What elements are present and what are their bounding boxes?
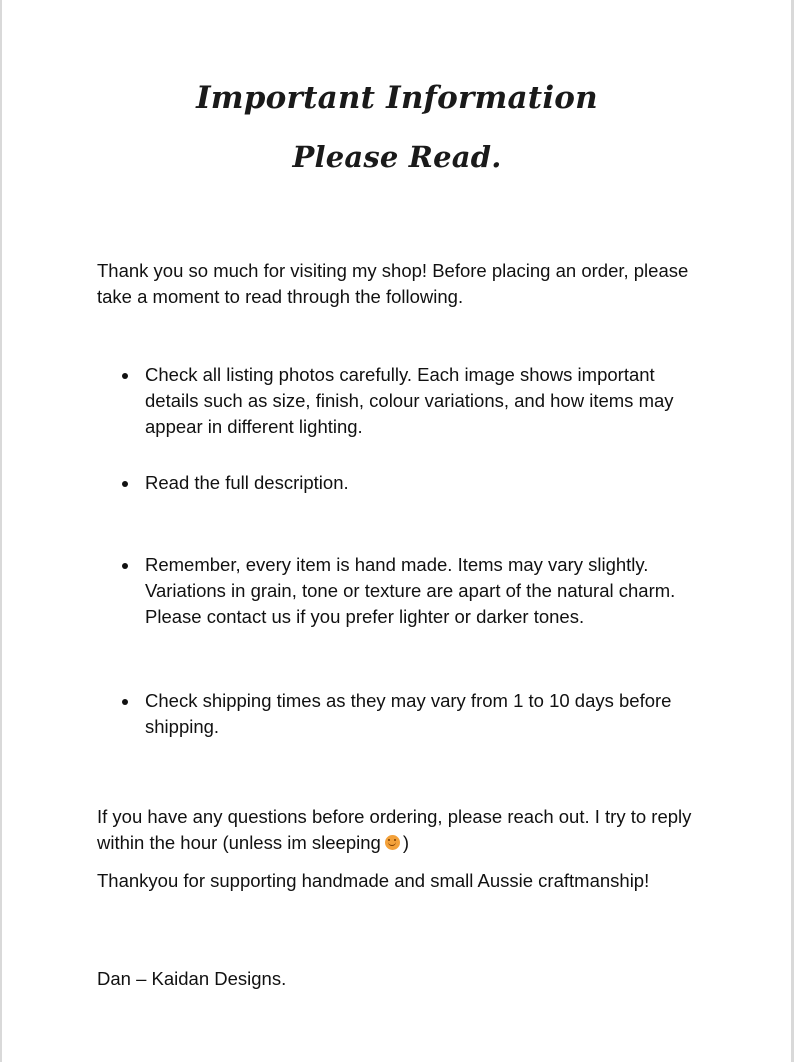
questions-text: If you have any questions before ordering, please reach out. I try to reply within the hour (unless im sleeping [97,806,692,853]
list-item [120,362,710,440]
thanks-paragraph: Thankyou for supporting handmade and small Aussie craftmanship! [97,870,650,891]
list-item-text: Read the full description. [145,472,349,493]
list-item [120,552,710,630]
bullet-point-icon [122,699,128,705]
bullet-point-icon [122,481,128,487]
page-subtitle: Please Read. [292,140,502,174]
list-item [120,470,710,496]
signature: Dan – Kaidan Designs. [97,968,287,989]
page-title: Important Information [196,80,598,116]
list-item-text: Check shipping times as they may vary from 1 to 10 days before shipping. [145,690,672,737]
list-item-text: Check all listing photos carefully. Each image shows important details such as size, finish, colour variations, and how items may appear in different lighting. [145,364,674,437]
questions-paragraph [97,804,707,856]
bullet-point-icon [122,563,128,569]
list-item [120,688,710,740]
questions-text-end: ) [402,832,409,853]
list-item-text: Remember, every item is hand made. Items may vary slightly. Variations in grain, tone or texture are apart of the natural charm. Please contact us if you prefer lighter or darker tones. [145,554,676,627]
smiling-face-icon [385,835,400,850]
intro-paragraph: Thank you so much for visiting my shop! Before placing an order, please take a moment to read through the following. [97,260,689,307]
bullet-point-icon [122,373,128,379]
